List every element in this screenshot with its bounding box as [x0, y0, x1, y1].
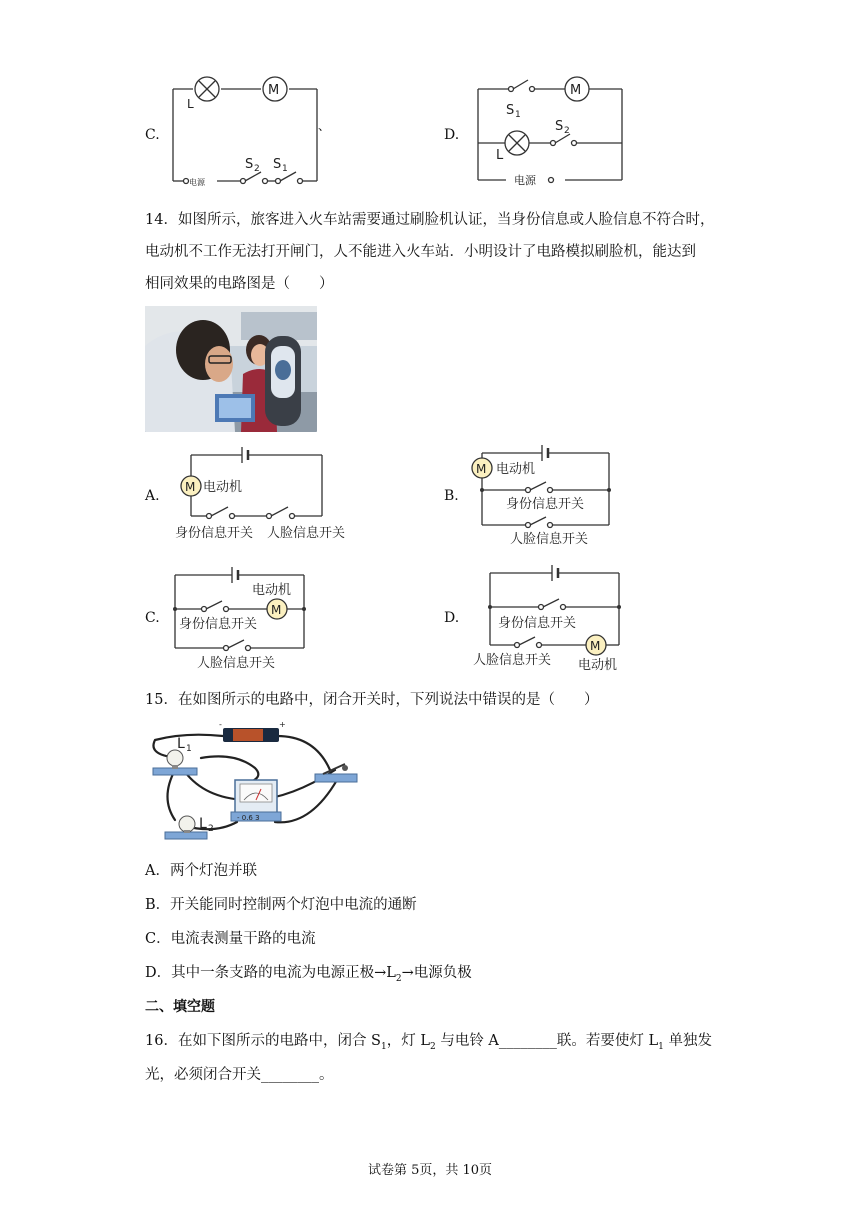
power-label: 电源	[189, 178, 205, 187]
q13-option-d-label: D.	[444, 127, 460, 143]
face-switch-label: 人脸信息开关	[267, 526, 346, 541]
battery-minus: -	[219, 720, 222, 729]
lamp-l-label: L	[187, 97, 194, 111]
s2-sub: 2	[254, 164, 260, 174]
s1-label: S	[273, 157, 282, 172]
s1-label: S	[506, 103, 515, 118]
motor-m: M	[590, 639, 601, 653]
q13-option-d-circuit	[470, 72, 630, 192]
face-switch-label: 人脸信息开关	[510, 532, 589, 547]
q15-option-b: B．开关能同时控制两个灯泡中电流的通断	[145, 897, 417, 913]
lamp-l-label: L	[496, 148, 504, 163]
face-switch-label: 人脸信息开关	[473, 653, 552, 668]
q13-option-c-circuit	[165, 72, 340, 192]
id-switch-label: 身份信息开关	[498, 616, 577, 631]
q14-photo	[145, 306, 317, 432]
page-footer: 试卷第 5页，共 10页	[367, 1163, 493, 1178]
s2-sub: 2	[564, 126, 570, 136]
s2-label: S	[555, 119, 564, 134]
id-switch-label: 身份信息开关	[179, 617, 258, 632]
q14-option-b-label: B.	[444, 488, 459, 504]
q14-stem-line2: 电动机不工作无法打开闸门，人不能进入火车站．小明设计了电路模拟刷脸机，能达到	[145, 244, 696, 260]
s1-sub: 1	[282, 164, 288, 174]
q14-option-b-circuit	[470, 438, 620, 550]
q14-stem-line3: 相同效果的电路图是（ ）	[145, 276, 334, 292]
q14-stem-line1: 14．如图所示，旅客进入火车站需要通过刷脸机认证，当身份信息或人脸信息不符合时，	[145, 212, 715, 228]
q14-option-a-circuit	[170, 440, 370, 550]
motor-m: M	[185, 480, 196, 494]
q14-option-a-label: A.	[145, 488, 160, 504]
motor-m: M	[271, 603, 282, 617]
lamp-l1-sub: 1	[186, 744, 192, 754]
q16-line1: 16．在如下图所示的电路中，闭合 $S_1$，灯 $L_2$ 与电铃 A________联。若要使灯 $L_1$ 单独发	[145, 1033, 712, 1052]
lamp-l2-label: L	[199, 816, 207, 832]
motor-text: 电动机	[203, 480, 243, 495]
s1-sub: 1	[515, 110, 521, 120]
id-switch-label: 身份信息开关	[506, 497, 585, 512]
motor-m: M	[476, 462, 487, 476]
q16-line2: 光，必须闭合开关________。	[145, 1067, 334, 1083]
motor-text: 电动机	[252, 583, 292, 598]
q14-option-c-label: C.	[145, 610, 160, 626]
q14-option-d-label: D.	[444, 610, 460, 626]
s2-label: S	[245, 157, 254, 172]
section-title: 二、填空题	[145, 999, 215, 1015]
q13-option-c-label: C.	[145, 127, 160, 143]
q15-option-d: D．其中一条支路的电流为电源正极$\to L_2\to$电源负极	[145, 965, 472, 984]
q14-option-d-circuit	[470, 560, 630, 675]
motor-text: 电动机	[578, 658, 618, 673]
q15-stem: 15．在如图所示的电路中，闭合开关时，下列说法中错误的是（ ）	[145, 692, 599, 708]
id-switch-label: 身份信息开关	[175, 526, 254, 541]
motor-text: 电动机	[496, 462, 536, 477]
lamp-l1-label: L	[177, 736, 185, 752]
motor-m: M	[268, 83, 280, 98]
q15-option-c: C．电流表测量干路的电流	[145, 931, 316, 947]
tick-mark: 、	[318, 119, 331, 133]
motor-m: M	[570, 83, 582, 98]
face-switch-label: 人脸信息开关	[197, 656, 276, 671]
battery-plus: +	[279, 720, 286, 729]
ammeter-terminals: - 0.6 3	[237, 814, 260, 822]
q15-option-a: A．两个灯泡并联	[145, 863, 257, 879]
q15-circuit-photo	[145, 718, 360, 846]
power-label: 电源	[514, 174, 536, 187]
lamp-l2-sub: 2	[208, 824, 214, 834]
q14-option-c-circuit	[170, 560, 320, 675]
